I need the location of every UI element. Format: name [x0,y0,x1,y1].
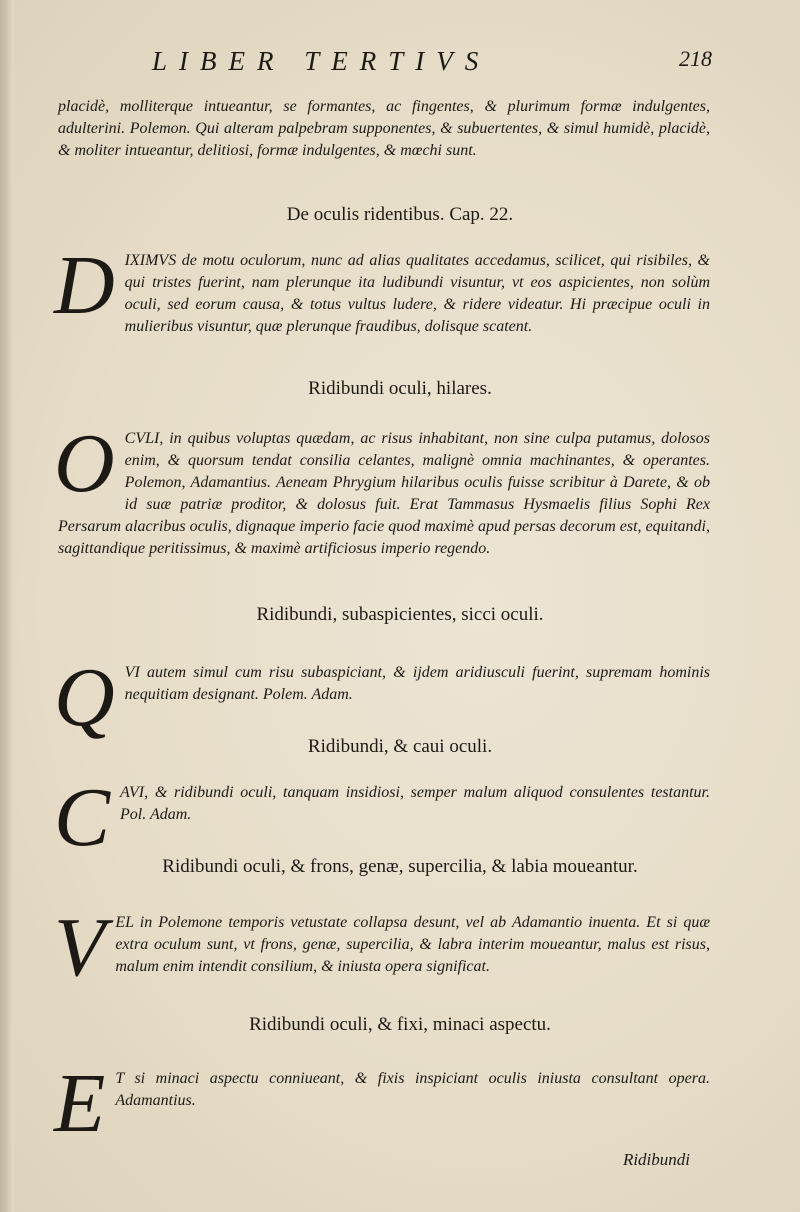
section-paragraph [54,771,710,864]
section-paragraph [54,1057,710,1150]
drop-cap-initial: E [54,1057,106,1150]
section-heading: De oculis ridentibus. Cap. 22. [286,204,514,225]
section-paragraph [54,239,710,338]
section-paragraph [54,417,710,560]
drop-cap-initial: V [54,901,106,994]
section-paragraph [54,901,710,994]
section-heading: Ridibundi oculi, & fixi, minaci aspectu. [249,1014,551,1035]
running-title: LIBER TERTIVS [152,46,491,76]
section-heading: Ridibundi, subaspicientes, sicci oculi. [256,604,544,625]
page-number: 218 [679,46,712,71]
section-heading: Ridibundi oculi, hilares. [308,378,492,399]
drop-cap-initial: C [54,771,111,864]
catchword: Ridibundi [622,1150,690,1169]
paragraph-text: EL in Polemone temporis vetustate collapsa desunt, vel ab Adamantio inuenta. Et si quæ extra oculum sunt, vt frons, genæ, supercilia, & labra interim moueantur, malus est risus, malum enim intendit consilium, & iniusta opera significat. [115,914,710,975]
section-paragraph [54,651,710,744]
running-head [60,46,740,86]
paragraph-text: T si minaci aspectu conniueant, & fixis inspiciant oculis iniusta consultant opera. Adamantius. [115,1070,710,1109]
paragraph-text: CVLI, in quibus voluptas quædam, ac risus inhabitant, non sine culpa putamus, dolosos enim, & quorsum tendat consilia celantes, malignè omnia machinantes, & operantes. Polemon, Adamantius. Aeneam Phrygium hilaribus oculis fuisse scribitur à Darete, & ob id suæ patriæ proditor, & dolosus fuit. Erat Tammasus Hysmaelis filius Sophi Rex Persarum alacribus oculis, dignaque imperio facie quod maximè apud persas decorum est, equitandi, sagittandique peritissimus, & maximè artificiosus imperio regendo. [58,430,710,557]
section-heading: Ridibundi oculi, & frons, genæ, supercilia, & labia moueantur. [162,856,638,877]
drop-cap-initial: Q [54,651,115,744]
paragraph-text: AVI, & ridibundi oculi, tanquam insidiosi, semper malum aliquod consulentes testantur. Pol. Adam. [120,784,710,823]
section-heading: Ridibundi, & caui oculi. [307,736,493,757]
paragraph-text: VI autem simul cum risu subaspiciant, & ijdem aridiusculi fuerint, supremam hominis nequitiam designant. Polem. Adam. [124,664,710,703]
drop-cap-initial: D [54,239,115,332]
opening-paragraph: placidè, molliterque intueantur, se formantes, ac fingentes, & plurimum formæ indulgentes, adulterini. Polemon. Qui alteram palpebram supponentes, & subuertentes, & simul humidè, placidè, & moliter intueantur, delitiosi, formæ indulgentes, & mœchi sunt. [58,98,710,159]
drop-cap-initial: O [54,417,115,510]
paragraph-text: IXIMVS de motu oculorum, nunc ad alias qualitates accedamus, scilicet, qui risibiles, & qui tristes fuerint, nam plerunque ita ludibundi visuntur, vt eos aspicientes, non solùm oculi, sed eorum causa, & totus vultus ludere, & ridere videatur. Hi præcipue oculi in mulieribus visuntur, quæ plerunque fraudibus, dolisque scatent. [124,252,710,335]
